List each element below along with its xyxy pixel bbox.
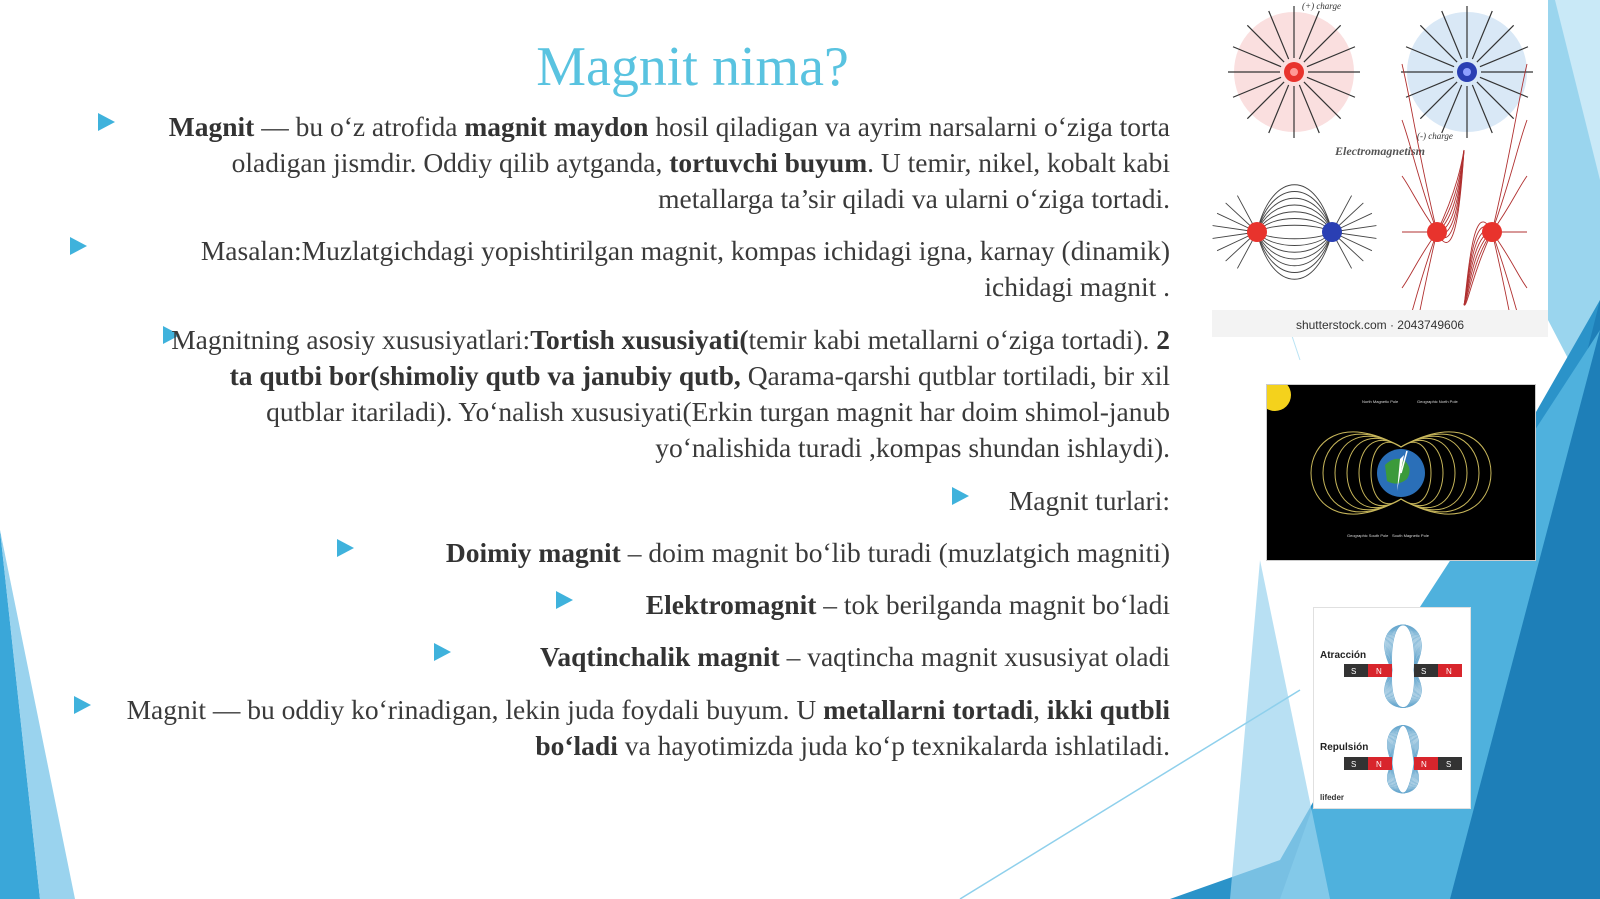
earth-label: North Magnetic Pole (1362, 399, 1399, 404)
pole-s-label: S (1446, 760, 1452, 769)
text-run: , (1033, 694, 1047, 725)
text-run: va hayotimizda juda ko‘p texnikalarda ishlatiladi. (617, 730, 1170, 761)
paragraph-permanent-magnet (370, 535, 1170, 571)
earth-label: Geographic South Pole (1347, 533, 1389, 538)
text-run: temir kabi metallarni o‘ziga tortadi). (748, 324, 1157, 355)
bullet-icon (556, 591, 573, 609)
paragraph-definition (140, 109, 1170, 217)
text-run: Magnit turlari: (1008, 485, 1170, 516)
bold-text-run: Magnit (168, 111, 255, 142)
bar-magnets-image (1313, 607, 1471, 809)
bold-text-run: Elektromagnit (645, 589, 817, 620)
bullet-icon (70, 237, 87, 255)
text-run: Masalan:Muzlatgichdagi yopishtirilgan magnit, kompas ichidagi igna, karnay (dinamik) ichidagi magnit . (200, 235, 1170, 302)
paragraph-electromagnet (585, 587, 1170, 623)
pole-s-label: S (1351, 667, 1357, 676)
bar-magnets-diagram (1314, 608, 1470, 808)
paragraph-examples (110, 233, 1170, 305)
earth-label: Geographic North Pole (1417, 399, 1458, 404)
text-run: – doim magnit bo‘lib turadi (muzlatgich magniti) (620, 537, 1170, 568)
slide-title: Magnit nima? (536, 36, 849, 98)
attraction-label: Atracción (1320, 650, 1367, 661)
text-run: Magnit — bu oddiy ko‘rinadigan, lekin juda foydali buyum. U (126, 694, 824, 725)
text-run: hosil qiladigan va ayrim narsalarni o‘ziga torta oladigan jismdir. Oddiy qilib aytganda, (231, 111, 1170, 178)
bullet-icon (74, 696, 91, 714)
bold-text-run: Doimiy magnit (445, 537, 621, 568)
bold-text-run: Tortish xususiyati( (530, 324, 749, 355)
text-run: . U temir, nikel, kobalt kabi metallarga ta’sir qiladi va ularni o‘ziga tortadi. (658, 147, 1170, 214)
pole-s-label: S (1351, 760, 1357, 769)
pole-n-label: N (1421, 760, 1427, 769)
bullet-icon (337, 539, 354, 557)
pole-s-label: S (1421, 667, 1427, 676)
pole-n-label: N (1376, 760, 1382, 769)
earth-field-image (1266, 384, 1536, 561)
earth-field-diagram (1267, 385, 1535, 560)
plus-charge-label: (+) charge (1302, 1, 1341, 11)
paragraph-properties (155, 322, 1170, 466)
paragraph-temporary-magnet (465, 639, 1170, 675)
bold-text-run: Vaqtinchalik magnit (540, 641, 780, 672)
shutterstock-credit: shutterstock.com · 2043749606 (1295, 318, 1465, 332)
bold-text-run: magnit maydon (464, 111, 649, 142)
earth-label: South Magnetic Pole (1392, 533, 1429, 538)
paragraph-conclusion (112, 692, 1170, 764)
bullet-icon (952, 487, 969, 505)
text-run: Qarama-qarshi qutblar tortiladi, bir xil qutblar itariladi). Yo‘nalish xususiyati(Erkin turgan magnit har doim shimol-janub yo‘nalishida turadi ,kompas shundan ishlaydi). (266, 360, 1170, 463)
bold-text-run: metallarni tortadi (823, 694, 1034, 725)
paragraph-types-heading (990, 483, 1170, 519)
text-run: – vaqtincha magnit xususiyat oladi (779, 641, 1170, 672)
bullet-icon (98, 113, 115, 131)
text-run: – tok berilganda magnit bo‘ladi (816, 589, 1170, 620)
text-run: Magnitning asosiy xususiyatlari: (171, 324, 531, 355)
text-run: — bu o‘z atrofida (254, 111, 465, 142)
pole-n-label: N (1376, 667, 1382, 676)
bold-text-run: ikki qutbli bo‘ladi (535, 694, 1170, 761)
lifeder-logo: lifeder (1320, 793, 1345, 802)
bullet-icon (434, 643, 451, 661)
minus-charge-label: (-) charge (1417, 131, 1453, 141)
pole-n-label: N (1446, 667, 1452, 676)
electric-field-diagram (1212, 0, 1548, 337)
electromagnetism-caption: Electromagnetism (1335, 144, 1425, 158)
repulsion-label: Repulsión (1320, 742, 1369, 753)
electromagnetism-image (1212, 0, 1548, 337)
bold-text-run: 2 ta qutbi bor(shimoliy qutb va janubiy qutb, (229, 324, 1170, 391)
bold-text-run: tortuvchi buyum (669, 147, 868, 178)
